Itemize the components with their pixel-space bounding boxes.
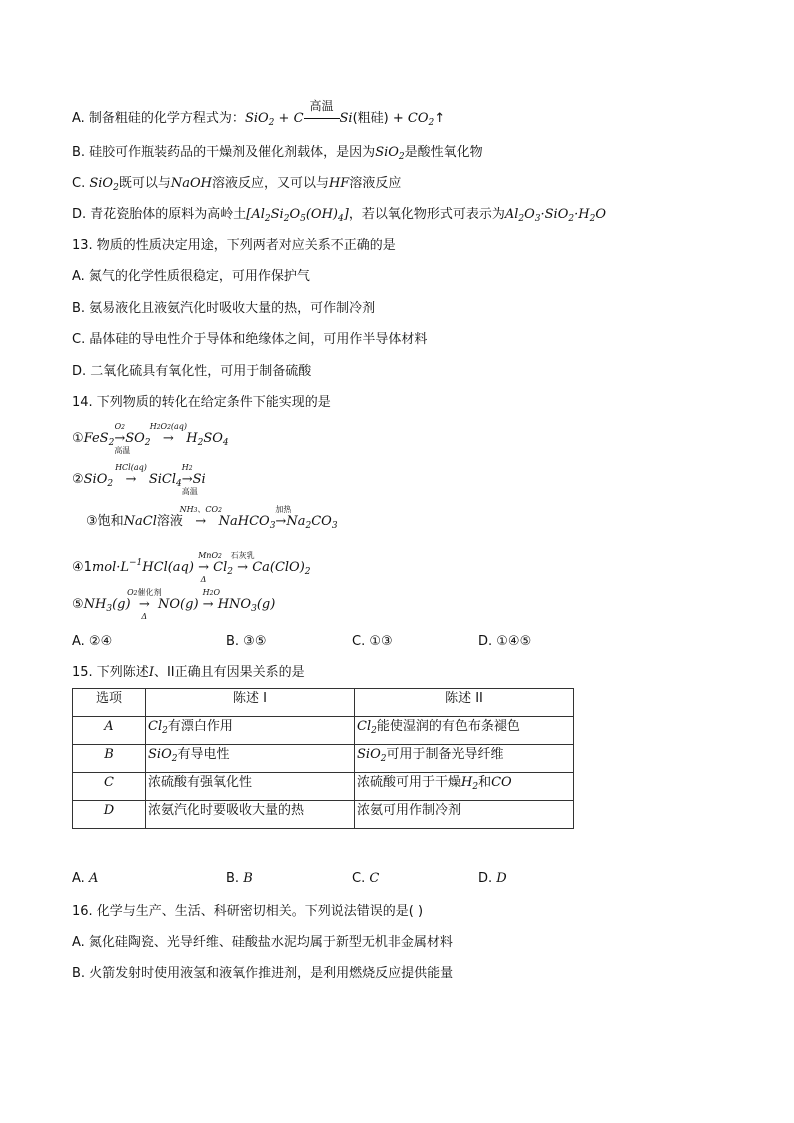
q15-stem-tail: 、II正确且有因果关系的是 xyxy=(153,665,305,680)
row-statement-2: $Cl_2$能使湿润的有色布条褪色 xyxy=(355,717,574,745)
q15-answer-d[interactable]: D. D xyxy=(478,871,507,886)
row-option: B xyxy=(73,745,146,773)
q14-5-cond: 催化剂 xyxy=(137,588,162,597)
q14-4-cond2: 石灰乳 xyxy=(230,551,255,560)
q12-c-prefix: C. xyxy=(72,176,90,191)
row-option: A xyxy=(73,717,146,745)
q12-option-b: B. 硅胶可作瓶装药品的干燥剂及催化剂载体，是因为SiO$_2$是酸性氧化物 xyxy=(72,145,483,162)
q12-option-d: D. 青花瓷胎体的原料为高岭土$[Al_2Si_2O_5(OH)_4]$，若以氧化物形式可表示为$Al_2O_3\cdot SiO_2\cdot H_2O$ xyxy=(72,207,606,224)
q15-answer-b[interactable]: B. B xyxy=(226,871,253,886)
q13-option-a: A. 氮气的化学性质很稳定，可用作保护气 xyxy=(72,269,310,284)
q13-option-b: B. 氨易液化且液氨汽化时吸收大量的热，可作制冷剂 xyxy=(72,301,376,316)
q16-stem: 16. 化学与生产、生活、科研密切相关。下列说法错误的是( ) xyxy=(72,904,424,919)
header-statement-2: 陈述 II xyxy=(355,689,574,717)
q14-item-3: ③饱和NaCl溶液 NH3、CO2 → NaHCO$_3$ 加热 $\to Na_2CO_3$ xyxy=(86,513,338,535)
q12-c-mid1: 既可以与 xyxy=(118,176,171,191)
row-option: C xyxy=(73,773,146,801)
q15-stem-prefix: 15. 下列陈述 xyxy=(72,665,149,680)
q14-1-cond: 高温 xyxy=(114,446,131,455)
q14-item-1: ①FeS$_2$ O2 → 高温 $SO_2$ H2O2(aq) → $H_2SO_4$ xyxy=(72,430,229,452)
q12-a-text: A. 制备粗硅的化学方程式为： xyxy=(72,111,245,126)
header-statement-1: 陈述 I xyxy=(146,689,355,717)
q12-b-text: B. 硅胶可作瓶装药品的干燥剂及催化剂载体，是因为 xyxy=(72,145,376,160)
q12-d-mid: ，若以氧化物形式可表示为 xyxy=(348,207,505,222)
q13-option-c: C. 晶体硅的导电性介于导体和绝缘体之间，可用作半导体材料 xyxy=(72,332,428,347)
q12-d-prefix: D. 青花瓷胎体的原料为高岭土 xyxy=(72,207,247,222)
q12-c-mid2: 溶液反应，又可以与 xyxy=(211,176,329,191)
row-statement-1: SiO$_2$有导电性 xyxy=(146,745,355,773)
q12-option-c: C. SiO$_2$既可以与NaOH溶液反应，又可以与HF溶液反应 xyxy=(72,176,402,193)
q15-answer-c[interactable]: C. C xyxy=(352,871,380,886)
row-option: D xyxy=(73,801,146,829)
q15-table xyxy=(72,688,574,829)
q13-stem: 13. 物质的性质决定用途，下列两者对应关系不正确的是 xyxy=(72,238,396,253)
row-statement-2: SiO$_2$可用于制备光导纤维 xyxy=(355,745,574,773)
q14-answer-a[interactable]: A. ②④ xyxy=(72,634,113,649)
row-statement-1: 浓氨汽化时要吸收大量的热 xyxy=(146,801,355,829)
q14-4-prefix: ④1 xyxy=(72,560,92,575)
q14-5-cond2: Δ xyxy=(141,612,148,621)
table-row xyxy=(73,717,574,745)
q12-a-condition: 高温 xyxy=(309,99,334,113)
q13-option-d: D. 二氧化硫具有氧化性，可用于制备硫酸 xyxy=(72,364,312,379)
row-statement-1: $Cl_2$有漂白作用 xyxy=(146,717,355,745)
q14-3-cond: 加热 xyxy=(275,505,292,514)
q14-2-cond: 高温 xyxy=(181,487,198,496)
table-row xyxy=(73,773,574,801)
q14-answer-d[interactable]: D. ①④⑤ xyxy=(478,634,532,649)
q15-stem: 15. 下列陈述I、II正确且有因果关系的是 xyxy=(72,665,305,680)
row-statement-2: 浓氨可用作制冷剂 xyxy=(355,801,574,829)
table-row xyxy=(73,801,574,829)
q14-item-5: $⑤NH_3(g)$ O2催化剂 → Δ NO(g) H2O → $HNO_3(g)$ xyxy=(72,596,275,618)
header-option: 选项 xyxy=(73,689,146,717)
table-header-row xyxy=(73,689,574,717)
q16-option-b: B. 火箭发射时使用液氢和液氧作推进剂，是利用燃烧反应提供能量 xyxy=(72,966,454,981)
q12-c-tail: 溶液反应 xyxy=(349,176,402,191)
q14-item-4: $④1mol\cdot L^{-1}HCl(aq)$ MnO2 → Δ $Cl_2$ 石灰乳 → $Ca(ClO)_2$ xyxy=(72,554,311,581)
q14-3-mid: 溶液 xyxy=(156,514,183,529)
q16-option-a: A. 氮化硅陶瓷、光导纤维、硅酸盐水泥均属于新型无机非金属材料 xyxy=(72,935,453,950)
row-statement-2: 浓硫酸可用于干燥$H_2$和CO xyxy=(355,773,574,801)
q14-4-cond: Δ xyxy=(200,575,207,584)
table-row xyxy=(73,745,574,773)
row-statement-1: 浓硫酸有强氧化性 xyxy=(146,773,355,801)
q12-b-tail: 是酸性氧化物 xyxy=(404,145,483,160)
q12-a-arrow xyxy=(304,99,340,128)
q12-option-a: A. 制备粗硅的化学方程式为：SiO$_2$ + C 高温 Si(粗硅) + $CO_2↑$ xyxy=(72,99,446,128)
q14-answer-b[interactable]: B. ③⑤ xyxy=(226,634,267,649)
q14-item-2: ②SiO$_2$ HCl(aq) → SiCl$_4$ H2 → 高温 Si xyxy=(72,471,206,493)
q12-a-tail: (粗硅) + xyxy=(352,111,408,126)
q14-3-prefix: ③饱和 xyxy=(86,514,124,529)
q14-answer-c[interactable]: C. ①③ xyxy=(352,634,393,649)
q14-stem: 14. 下列物质的转化在给定条件下能实现的是 xyxy=(72,395,331,410)
q15-answer-a[interactable]: A. A xyxy=(72,871,99,886)
